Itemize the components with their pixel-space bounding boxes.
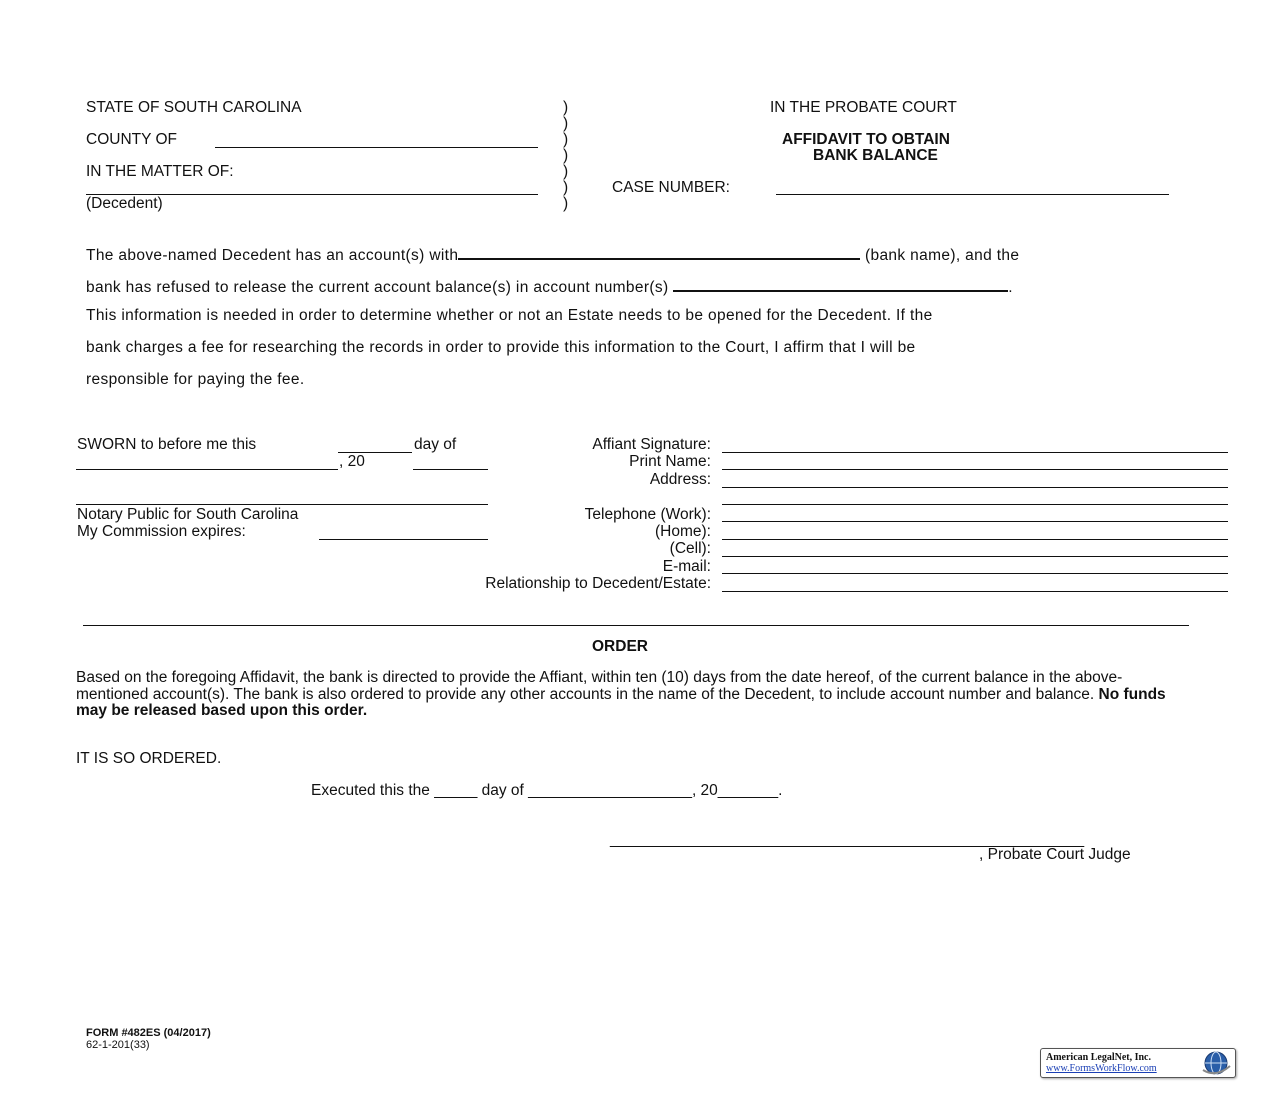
order-paragraph <box>76 670 1186 720</box>
telephone-cell-field[interactable] <box>722 556 1228 557</box>
paren: ) <box>563 195 569 212</box>
notary-signature-field[interactable] <box>76 504 488 505</box>
telephone-work-label: Telephone (Work): <box>584 506 711 523</box>
print-name-label: Print Name: <box>629 453 711 470</box>
bank-name-field[interactable] <box>458 243 860 260</box>
body-line-2-text: bank has refused to release the current account balance(s) in account number(s) <box>86 279 669 296</box>
judge-label: , Probate Court Judge <box>979 846 1131 863</box>
telephone-cell-label: (Cell): <box>669 540 711 557</box>
state-label: STATE OF SOUTH CAROLINA <box>86 99 302 116</box>
county-field[interactable] <box>215 147 538 148</box>
year-prefix-label: , 20 <box>339 453 365 470</box>
email-label: E-mail: <box>662 558 711 575</box>
body-line-1 <box>86 243 1019 265</box>
paren: ) <box>563 163 569 180</box>
court-label: IN THE PROBATE COURT <box>770 99 957 116</box>
globe-icon <box>1199 1050 1233 1076</box>
so-ordered-label: IT IS SO ORDERED. <box>76 750 222 767</box>
sworn-label: SWORN to before me this <box>77 436 257 453</box>
county-label: COUNTY OF <box>86 131 177 148</box>
executed-line: Executed this the _____ day of ___________________, 20_______. <box>311 782 783 799</box>
notary-label: Notary Public for South Carolina <box>77 506 299 523</box>
print-name-field[interactable] <box>722 469 1228 470</box>
statute-reference: 62-1-201(33) <box>86 1039 150 1051</box>
relationship-label: Relationship to Decedent/Estate: <box>485 575 711 592</box>
affiant-signature-field[interactable] <box>722 452 1228 453</box>
sworn-year-field[interactable] <box>413 469 488 470</box>
order-text-bold: No funds may be released based upon this order. <box>76 685 1166 719</box>
section-divider <box>83 625 1189 626</box>
publisher-url[interactable]: www.FormsWorkFlow.com <box>1046 1063 1157 1074</box>
address-label: Address: <box>649 471 711 488</box>
address-field-1[interactable] <box>722 487 1228 488</box>
decedent-label: (Decedent) <box>86 195 163 212</box>
case-number-label: CASE NUMBER: <box>612 179 730 196</box>
commission-expires-field[interactable] <box>319 539 488 540</box>
body-line-2 <box>86 275 1013 297</box>
account-number-field[interactable] <box>673 275 1008 292</box>
publisher-logo[interactable] <box>1040 1048 1236 1078</box>
telephone-work-field[interactable] <box>722 521 1228 522</box>
body-line-1-text: The above-named Decedent has an account(s) with <box>86 247 459 264</box>
publisher-name: American LegalNet, Inc. <box>1046 1052 1151 1063</box>
matter-label: IN THE MATTER OF: <box>86 163 234 180</box>
case-number-field[interactable] <box>776 194 1169 195</box>
affiant-signature-label: Affiant Signature: <box>592 436 711 453</box>
body-line-3: This information is needed in order to determine whether or not an Estate needs to be opened for the Decedent. If the <box>86 307 933 324</box>
order-title: ORDER <box>592 638 648 655</box>
paren: ) <box>563 131 569 148</box>
body-line-2-period: . <box>1008 279 1013 296</box>
paren: ) <box>563 179 569 196</box>
paren: ) <box>563 115 569 132</box>
form-number: FORM #482ES (04/2017) <box>86 1027 211 1039</box>
form-title-line1: AFFIDAVIT TO OBTAIN <box>782 131 950 148</box>
telephone-home-field[interactable] <box>722 539 1228 540</box>
paren: ) <box>563 99 569 116</box>
order-text: Based on the foregoing Affidavit, the bank is directed to provide the Affiant, within ten (10) days from the date hereof, of the current balance in the above-mentioned account(s). The bank is also ordered to provide any other accounts in the name of the Decedent, to include account number and balance. <box>76 669 1123 703</box>
form-title-line2: BANK BALANCE <box>813 147 938 164</box>
relationship-field[interactable] <box>722 591 1228 592</box>
sworn-month-field[interactable] <box>76 469 338 470</box>
bank-name-suffix: (bank name), and the <box>864 247 1020 264</box>
judge-signature-line[interactable]: _______________________________________________________ <box>610 831 1085 848</box>
address-field-2[interactable] <box>722 504 1228 505</box>
paren: ) <box>563 147 569 164</box>
body-line-4: bank charges a fee for researching the records in order to provide this information to the Court, I affirm that I will be <box>86 339 916 356</box>
commission-label: My Commission expires: <box>77 523 246 540</box>
telephone-home-label: (Home): <box>655 523 711 540</box>
email-field[interactable] <box>722 573 1228 574</box>
day-of-label: day of <box>414 436 457 453</box>
body-line-5: responsible for paying the fee. <box>86 371 305 388</box>
